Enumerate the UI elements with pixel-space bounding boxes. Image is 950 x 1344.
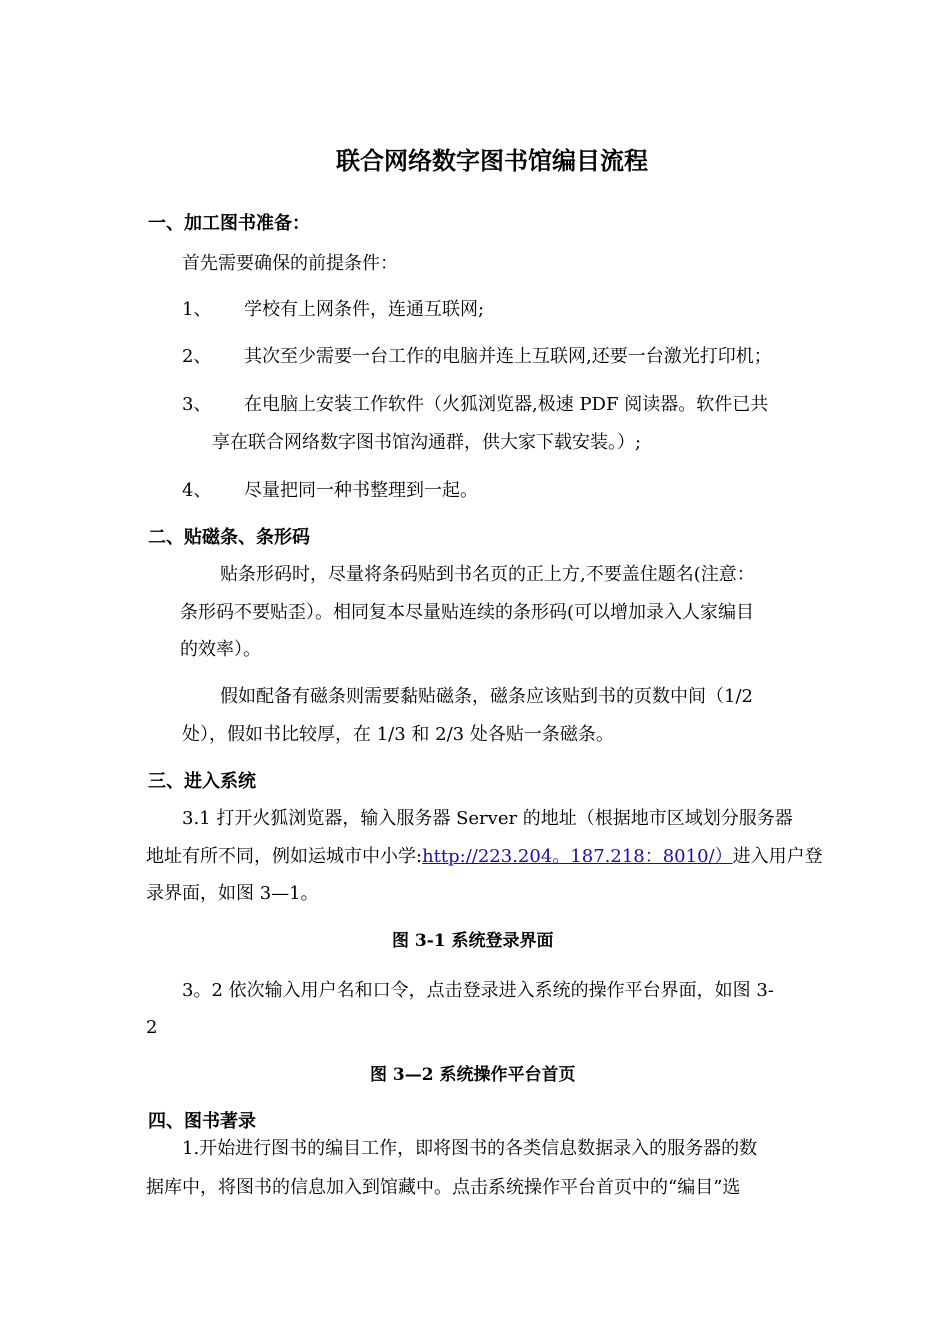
- list-number: 4、: [182, 480, 212, 501]
- list-item: [182, 393, 768, 417]
- list-number: 2、: [182, 346, 212, 367]
- paragraph: 首先需要确保的前提条件：: [182, 253, 398, 274]
- paragraph-line: 3。2 依次输入用户名和口令，点击登录进入系统的操作平台界面，如图 3-: [182, 980, 774, 1001]
- section-heading-3: 三、进入系统: [148, 771, 256, 792]
- paragraph-line: 假如配备有磁条则需要黏贴磁条，磁条应该贴到书的页数中间（1/2: [220, 686, 753, 707]
- list-item: [182, 298, 484, 322]
- text-span: 地址有所不同，例如运城市中小学:: [146, 846, 423, 867]
- list-text: 在电脑上安装工作软件（火狐浏览器,极速 PDF 阅读器。软件已共: [244, 394, 769, 415]
- list-item-continuation: 享在联合网络数字图书馆沟通群，供大家下载安装。）;: [212, 432, 642, 453]
- section-heading-4: 四、图书著录: [148, 1111, 256, 1132]
- list-number: 3、: [182, 394, 212, 415]
- figure-caption: 图 3—2 系统操作平台首页: [370, 1065, 576, 1085]
- server-url-link[interactable]: http://223.204。187.218：8010/）: [422, 846, 733, 867]
- paragraph-line: 处），假如书比较厚，在 1/3 和 2/3 处各贴一条磁条。: [182, 724, 614, 745]
- paragraph-line: 条形码不要贴歪）。相同复本尽量贴连续的条形码(可以增加录入人家编目: [180, 602, 755, 623]
- text-span: 进入用户登: [732, 846, 823, 867]
- list-number: 1、: [182, 299, 212, 320]
- paragraph-line: 录界面，如图 3—1。: [146, 883, 319, 904]
- paragraph-line: 据库中，将图书的信息加入到馆藏中。点击系统操作平台首页中的“编目”选: [146, 1177, 741, 1198]
- list-item: [182, 345, 772, 369]
- section-heading-1: 一、加工图书准备：: [148, 213, 310, 234]
- paragraph-line: 2: [146, 1017, 158, 1038]
- figure-caption: 图 3-1 系统登录界面: [392, 931, 554, 951]
- paragraph-line: [146, 845, 823, 869]
- list-text: 学校有上网条件，连通互联网;: [244, 299, 485, 320]
- paragraph-line: 3.1 打开火狐浏览器，输入服务器 Server 的地址（根据地市区域划分服务器: [182, 808, 793, 829]
- paragraph-line: 的效率）。: [180, 639, 261, 660]
- paragraph-line: 贴条形码时，尽量将条码贴到书名页的正上方,不要盖住题名(注意：: [220, 564, 755, 585]
- paragraph-line: 1.开始进行图书的编目工作，即将图书的各类信息数据录入的服务器的数: [182, 1138, 758, 1159]
- list-item: [182, 479, 478, 503]
- list-text: 尽量把同一种书整理到一起。: [244, 480, 478, 501]
- list-text: 其次至少需要一台工作的电脑并连上互联网,还要一台激光打印机；: [244, 346, 772, 367]
- section-heading-2: 二、贴磁条、条形码: [148, 527, 310, 548]
- page-title: 联合网络数字图书馆编目流程: [336, 146, 648, 175]
